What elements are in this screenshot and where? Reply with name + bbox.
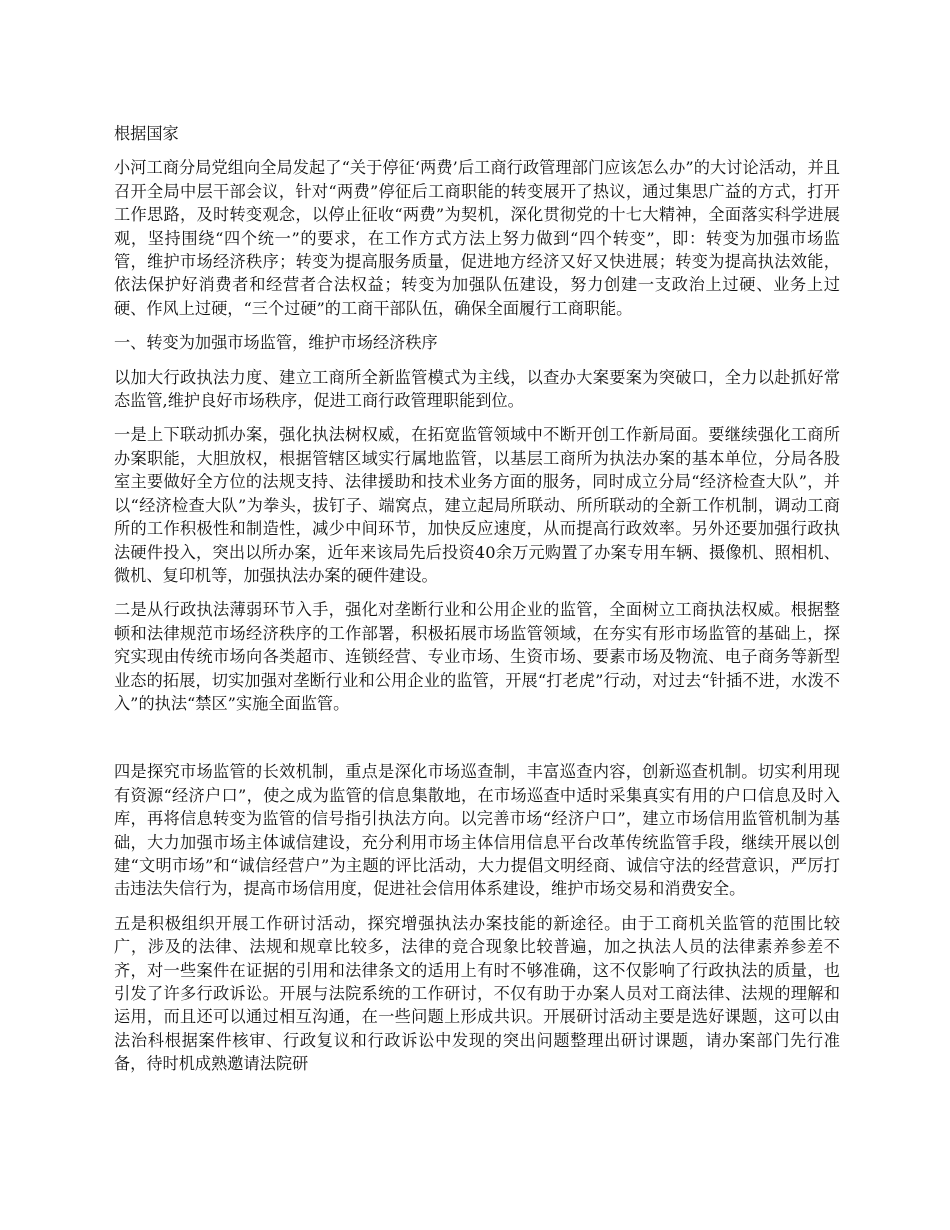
intro-paragraph: 小河工商分局党组向全局发起了“关于停征‘两费’后工商行政管理部门应该怎么办”的大讨论活动，并且召开全局中层干部会议，针对“两费”停征后工商职能的转变展开了热议，通过集思广益的方式，打开工作思路，及时转变观念，以停止征收“两费”为契机，深化贯彻党的十七大精神，全面落实科学进展观，坚持围绕“四个统一”的要求，在工作方式方法上努力做到“四个转变”，即：转变为加强市场监管，维护市场经济秩序；转变为提高服务质量，促进地方经济又好又快进展；转变为提高执法效能，依法保护好消费者和经营者合法权益；转变为加强队伍建设，努力创建一支政治上过硬、业务上过硬、作风上过硬，“三个过硬”的工商干部队伍，确保全面履行工商职能。	[114, 158, 840, 318]
document-title: 根据国家	[114, 124, 179, 143]
point-one-paragraph: 一是上下联动抓办案，强化执法树权威，在拓宽监管领域中不断开创工作新局面。要继续强化工商所办案职能，大胆放权，根据管辖区域实行属地监管，以基层工商所为执法办案的基本单位，分局各股室主要做好全方位的法规支持、法律援助和技术业务方面的服务，同时成立分局“经济检查大队”，并以“经济检查大队”为拳头，拔钉子、端窝点，建立起局所联动、所所联动的全新工作机制，调动工商所的工作积极性和制造性，减少中间环节，加快反应速度，从而提高行政效率。另外还要加强行政执法硬件投入，突出以所办案，近年来该局先后投资40余万元购置了办案专用车辆、摄像机、照相机、微机、复印机等，加强执法办案的硬件建设。	[114, 425, 840, 585]
point-five-paragraph: 五是积极组织开展工作研讨活动，探究增强执法办案技能的新途径。由于工商机关监管的范围比较广，涉及的法律、法规和规章比较多，法律的竞合现象比较普遍，加之执法人员的法律素养参差不齐，对一些案件在证据的引用和法律条文的适用上有时不够准确，这不仅影响了行政执法的质量，也引发了许多行政诉讼。开展与法院系统的工作研讨，不仅有助于办案人员对工商法律、法规的理解和运用，而且还可以通过相互沟通，在一些问题上形成共识。开展研讨活动主要是选好课题，这可以由法治科根据案件核审、行政复议和行政诉讼中发现的突出问题整理出研讨课题，请办案部门先行准备，待时机成熟邀请法院研	[114, 913, 840, 1074]
section-heading: 一、转变为加强市场监管，维护市场经济秩序	[114, 333, 438, 353]
blank-gap	[114, 726, 840, 760]
point-two-paragraph: 二是从行政执法薄弱环节入手，强化对垄断行业和公用企业的监管，全面树立工商执法权威。根据整顿和法律规范市场经济秩序的工作部署，积极拓展市场监管领域，在夯实有形市场监管的基础上，探究实现由传统市场向各类超市、连锁经营、专业市场、生资市场、要素市场及物流、电子商务等新型业态的拓展，切实加强对垄断行业和公用企业的监管，开展“打老虎”行动，对过去“针插不进，水泼不入”的执法“禁区”实施全面监管。	[114, 600, 840, 713]
point-four-paragraph: 四是探究市场监管的长效机制，重点是深化市场巡查制，丰富巡查内容，创新巡查机制。切实利用现有资源“经济户口”，使之成为监管的信息集散地，在市场巡查中适时采集真实有用的户口信息及时入库，再将信息转变为监管的信号指引执法方向。以完善市场“经济户口”，建立市场信用监管机制为基础，大力加强市场主体诚信建设，充分利用市场主体信用信息平台改革传统监管手段，继续开展以创建“文明市场”和“诚信经营户”为主题的评比活动，大力提倡文明经商、诚信守法的经营意识，严厉打击违法失信行为，提高市场信用度，促进社会信用体系建设，维护市场交易和消费安全。	[114, 762, 840, 899]
document-page	[114, 122, 840, 1087]
section-summary-paragraph: 以加大行政执法力度、建立工商所全新监管模式为主线，以查办大案要案为突破口，全力以赴抓好常态监管,维护良好市场秩序，促进工商行政管理职能到位。	[114, 367, 840, 411]
